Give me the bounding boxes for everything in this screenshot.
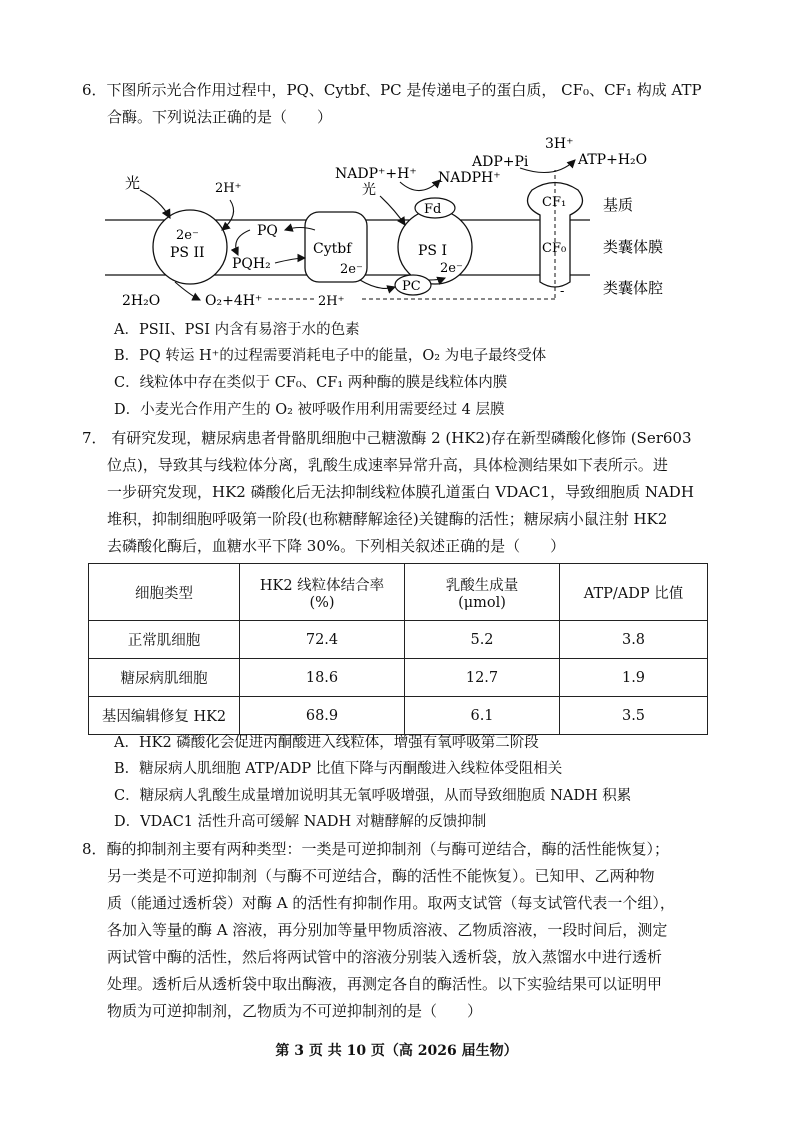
ps1-electron-label: 2e⁻	[440, 261, 463, 276]
h3-label: 3H⁺	[545, 136, 574, 152]
pc-label: PC	[402, 279, 421, 294]
q6-option-b: B．PQ 转运 H⁺的过程需要消耗电子中的能量，O₂ 为电子最终受体	[114, 348, 547, 364]
cell-ratio: 1.9	[560, 659, 708, 697]
h-plus-bottom-label: 2H⁺	[318, 294, 345, 309]
table-row	[89, 659, 708, 697]
q7-stem-line-3: 一步研究发现，HK2 磷酸化后无法抑制线粒体膜孔道蛋白 VDAC1，导致细胞质 NADH	[107, 483, 694, 501]
light-arrow-1	[140, 190, 170, 218]
header-binding-line-1: HK2 线粒体结合率	[259, 577, 385, 594]
table-row	[89, 697, 708, 735]
adp-label: ADP+Pi	[472, 154, 529, 170]
cell-binding: 68.9	[240, 697, 405, 735]
light-label-2: 光	[362, 182, 376, 198]
q8-stem-line-1: 8．酶的抑制剂主要有两种类型：一类是可逆抑制剂（与酶可逆结合，酶的活性能恢复）；	[82, 840, 670, 858]
lumen-label: 类囊体腔	[603, 279, 664, 297]
q7-option-b: B．糖尿病人肌细胞 ATP/ADP 比值下降与丙酮酸进入线粒体受阻相关	[114, 761, 563, 777]
q7-option-c: C．糖尿病人乳酸生成量增加说明其无氧呼吸增强，从而导致细胞质 NADH 积累	[114, 788, 632, 804]
cell-ratio: 3.8	[560, 621, 708, 659]
cytbf-label: Cytbf	[313, 241, 352, 257]
channel-minus: -	[560, 284, 565, 299]
h-plus-top-arrow	[222, 200, 234, 230]
q8-stem-line-4: 各加入等量的酶 A 溶液，再分别加等量甲物质溶液、乙物质溶液，一段时间后，测定	[107, 921, 668, 939]
cell-lactate: 6.1	[405, 697, 560, 735]
water-split-arrow	[175, 282, 200, 300]
ps1-label: PS I	[418, 243, 447, 259]
q6-stem-line-1: 6．下图所示光合作用过程中，PQ、Cytbf、PC 是传递电子的蛋白质， CF₀、CF₁ 构成 ATP	[82, 81, 702, 99]
h-plus-top-label: 2H⁺	[215, 181, 242, 196]
cell-binding: 18.6	[240, 659, 405, 697]
cf1-label: CF₁	[542, 195, 567, 210]
q6-stem-line-2: 合酶。下列说法正确的是（ ）	[107, 108, 333, 126]
pqh2-label: PQH₂	[232, 256, 271, 272]
pq-arrow	[236, 230, 250, 255]
cell-ratio: 3.5	[560, 697, 708, 735]
header-cell-lactate	[405, 564, 560, 621]
fd-label: Fd	[424, 202, 442, 217]
q7-stem-line-1: 7． 有研究发现，糖尿病患者骨骼肌细胞中己糖激酶 2 (HK2)存在新型磷酸化修饰 (Ser603	[82, 429, 692, 447]
q7-stem-line-4: 堆积，抑制细胞呼吸第一阶段(也称糖酵解途径)关键酶的活性；糖尿病小鼠注射 HK2	[107, 510, 668, 528]
oxygen-label: O₂+4H⁺	[205, 293, 263, 309]
q7-stem-line-5: 去磷酸化酶后，血糖水平下降 30%。下列相关叙述正确的是（ ）	[107, 537, 566, 555]
data-table	[88, 563, 708, 735]
table-row	[89, 621, 708, 659]
cell-binding: 72.4	[240, 621, 405, 659]
header-cell-binding	[240, 564, 405, 621]
cell-lactate: 5.2	[405, 621, 560, 659]
water-label: 2H₂O	[122, 293, 161, 309]
header-cell-ratio: ATP/ADP 比值	[560, 564, 708, 621]
cytbf-to-pc-arrow	[360, 280, 395, 288]
q6-option-d: D．小麦光合作用产生的 O₂ 被呼吸作用利用需要经过 4 层膜	[114, 402, 505, 418]
q7-stem-line-2: 位点)，导致其与线粒体分离，乳酸生成速率异常升高，具体检测结果如下表所示。进	[107, 456, 668, 474]
q6-option-c: C．线粒体中存在类似于 CF₀、CF₁ 两种酶的膜是线粒体内膜	[114, 375, 508, 391]
pq-label: PQ	[257, 223, 278, 239]
header-lactate-line-1: 乳酸生成量	[445, 577, 519, 594]
q8-stem-line-6: 处理。透析后从透析袋中取出酶液，再测定各自的酶活性。以下实验结果可以证明甲	[107, 975, 663, 993]
nadph-label: NADPH⁺	[438, 170, 501, 186]
ps2-electron-label: 2e⁻	[176, 228, 199, 243]
light-arrow-2	[380, 196, 405, 225]
cell-type: 基因编辑修复 HK2	[89, 697, 240, 735]
q8-stem-line-3: 质（能通过透析袋）对酶 A 的活性有抑制作用。取两支试管（每支试管代表一个组），	[107, 894, 675, 912]
ps2-label: PS II	[170, 245, 205, 261]
header-cell-type: 细胞类型	[89, 564, 240, 621]
pqh2-to-cytbf-arrow	[275, 258, 305, 263]
q6-option-a: A．PSII、PSI 内含有易溶于水的色素	[114, 322, 360, 338]
table-header-row	[89, 564, 708, 621]
q7-option-d: D．VDAC1 活性升高可缓解 NADH 对糖酵解的反馈抑制	[114, 814, 487, 830]
q8-stem-line-2: 另一类是不可逆抑制剂（与酶不可逆结合，酶的活性不能恢复）。已知甲、乙两种物	[107, 867, 655, 885]
nadp-label: NADP⁺+H⁺	[335, 166, 417, 182]
q8-stem-line-7: 物质为可逆抑制剂，乙物质为不可逆抑制剂的是（ ）	[107, 1002, 483, 1020]
cytbf-electron-label: 2e⁻	[340, 262, 363, 277]
page-footer: 第 3 页 共 10 页（高 2026 届生物）	[275, 1043, 518, 1059]
light-label-1: 光	[125, 174, 141, 192]
stroma-label: 基质	[603, 196, 634, 214]
cell-type: 糖尿病肌细胞	[89, 659, 240, 697]
cell-lactate: 12.7	[405, 659, 560, 697]
q7-option-a: A．HK2 磷酸化会促进丙酮酸进入线粒体，增强有氧呼吸第二阶段	[114, 735, 539, 751]
membrane-label: 类囊体膜	[603, 238, 664, 256]
header-lactate-line-2: (μmol)	[458, 594, 506, 611]
header-binding-line-2: (%)	[309, 594, 335, 611]
q8-stem-line-5: 两试管中酶的活性，然后将两试管中的溶液分别装入透析袋，放入蒸馏水中进行透析	[107, 948, 663, 966]
cf0-label: CF₀	[542, 241, 567, 256]
atp-label: ATP+H₂O	[578, 152, 648, 168]
photosynthesis-diagram	[100, 130, 700, 310]
cell-type: 正常肌细胞	[89, 621, 240, 659]
